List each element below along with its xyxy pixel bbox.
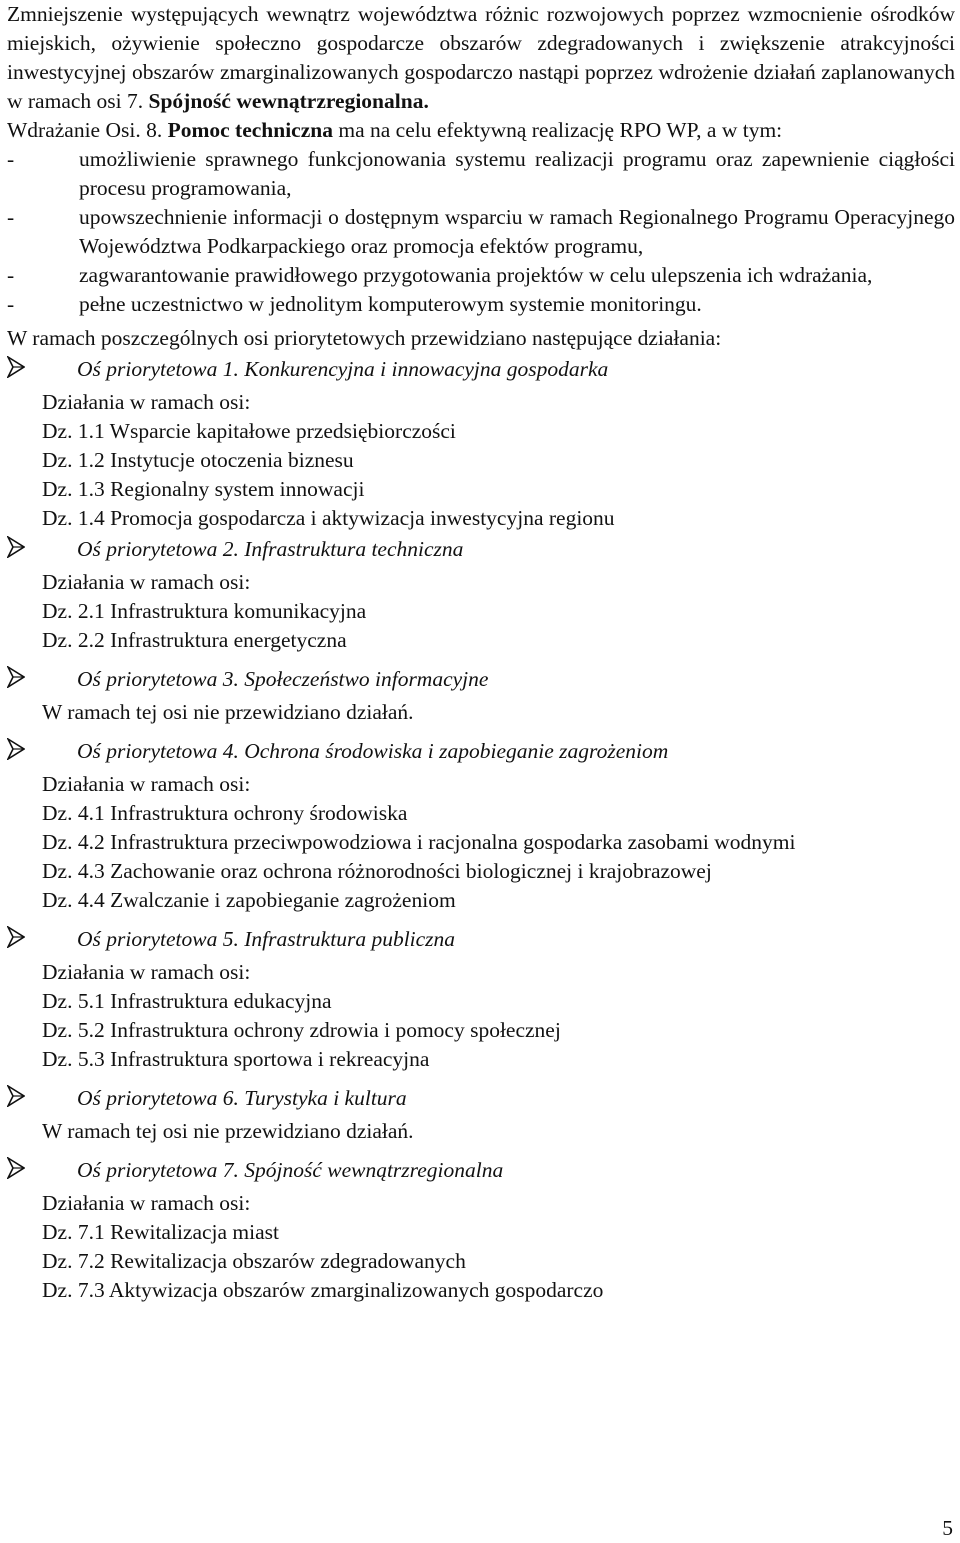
priority-axis-body — [7, 770, 955, 915]
axis-spacer — [7, 655, 955, 663]
action-item: Dz. 1.2 Instytucje otoczenia biznesu — [42, 448, 354, 472]
action-item: Dz. 5.3 Infrastruktura sportowa i rekreacyjna — [42, 1047, 430, 1071]
priority-axis-body — [7, 958, 955, 1074]
list-item-text: umożliwienie sprawnego funkcjonowania systemu realizacji programu oraz zapewnienie ciągłości procesu programowania, — [79, 147, 955, 200]
action-item: Dz. 2.2 Infrastruktura energetyczna — [42, 628, 347, 652]
arrowhead-bullet-icon — [7, 536, 25, 558]
priority-axes-list — [7, 355, 955, 1305]
axis-spacer — [7, 1074, 955, 1082]
priority-axis-title-text: Oś priorytetowa 2. Infrastruktura techniczna — [77, 537, 464, 561]
priority-axis-title — [7, 665, 955, 694]
priority-axis-title-text: Oś priorytetowa 5. Infrastruktura publiczna — [77, 927, 456, 951]
priority-axis-title — [7, 1156, 955, 1185]
arrowhead-bullet-icon — [7, 1157, 25, 1179]
action-item: Dz. 1.4 Promocja gospodarcza i aktywizacja inwestycyjna regionu — [42, 506, 615, 530]
axis-spacer — [7, 915, 955, 923]
intro-text: Zmniejszenie występujących wewnątrz województwa różnic rozwojowych poprzez wzmocnienie ośrodków miejskich, ożywienie społeczno gospodarcze obszarów zdegradowanych i zwiększenie atrakcyjności inwestycyjnej obszarów zmarginalizowanych gospodarczo nastąpi poprzez wdrożenie działań zaplanowanych w ramach osi 7. — [7, 2, 955, 113]
priority-axis — [7, 535, 955, 655]
action-item: Dz. 1.1 Wsparcie kapitałowe przedsiębiorczości — [42, 419, 456, 443]
action-item: Dz. 5.1 Infrastruktura edukacyjna — [42, 989, 332, 1013]
arrowhead-bullet-icon — [7, 1085, 25, 1107]
actions-heading: Działania w ramach osi: — [42, 1191, 251, 1215]
implementation-paragraph — [7, 116, 955, 145]
arrowhead-bullet-icon — [7, 356, 25, 378]
actions-heading: Działania w ramach osi: — [42, 960, 251, 984]
priority-axis-body — [7, 568, 955, 655]
implementation-bold-title: Pomoc techniczna — [167, 118, 333, 142]
dash-marker: - — [7, 147, 15, 171]
priority-axis — [7, 665, 955, 727]
list-item — [7, 290, 955, 319]
dash-marker: - — [7, 205, 15, 229]
action-item: Dz. 7.3 Aktywizacja obszarów zmarginalizowanych gospodarczo — [42, 1278, 604, 1302]
priority-axis-title — [7, 1084, 955, 1113]
arrowhead-bullet-icon — [7, 666, 25, 688]
priority-axis-body — [7, 388, 955, 533]
priority-axis — [7, 1084, 955, 1146]
priority-axis-title-text: Oś priorytetowa 6. Turystyka i kultura — [77, 1086, 407, 1110]
implementation-prefix: Wdrażanie Osi. 8. — [7, 118, 168, 142]
priority-axis-title — [7, 737, 955, 766]
priority-axis-title-text: Oś priorytetowa 3. Społeczeństwo informacyjne — [77, 667, 489, 691]
actions-heading: Działania w ramach osi: — [42, 570, 251, 594]
arrowhead-bullet-icon — [7, 926, 25, 948]
implementation-list — [7, 145, 955, 319]
action-item: Dz. 4.1 Infrastruktura ochrony środowiska — [42, 801, 408, 825]
priority-axis-body — [7, 698, 955, 727]
action-item: Dz. 1.3 Regionalny system innowacji — [42, 477, 365, 501]
action-item: Dz. 7.1 Rewitalizacja miast — [42, 1220, 280, 1244]
list-item — [7, 145, 955, 203]
priority-axis — [7, 737, 955, 915]
priority-axis-title — [7, 535, 955, 564]
list-item-text: pełne uczestnictwo w jednolitym komputerowym systemie monitoringu. — [79, 292, 702, 316]
priority-axis-title-text: Oś priorytetowa 1. Konkurencyjna i innowacyjna gospodarka — [77, 357, 609, 381]
priority-axis-title-text: Oś priorytetowa 4. Ochrona środowiska i zapobieganie zagrożeniom — [77, 739, 669, 763]
action-item: Dz. 2.1 Infrastruktura komunikacyjna — [42, 599, 367, 623]
priority-axis-title-text: Oś priorytetowa 7. Spójność wewnątrzregionalna — [77, 1158, 504, 1182]
priority-axis-title — [7, 925, 955, 954]
actions-heading: Działania w ramach osi: — [42, 772, 251, 796]
intro-bold-axis-name: Spójność wewnątrzregionalna. — [148, 89, 429, 113]
priority-axis-title — [7, 355, 955, 384]
document-page — [7, 0, 955, 1305]
page-number: 5 — [942, 1516, 953, 1540]
axis-spacer — [7, 1146, 955, 1154]
dash-marker: - — [7, 263, 15, 287]
list-item — [7, 203, 955, 261]
actions-heading: Działania w ramach osi: — [42, 390, 251, 414]
action-item: Dz. 4.2 Infrastruktura przeciwpowodziowa i racjonalna gospodarka zasobami wodnymi — [42, 830, 796, 854]
priority-axis — [7, 355, 955, 533]
priority-axis-body — [7, 1117, 955, 1146]
axis-spacer — [7, 727, 955, 735]
priority-axis — [7, 925, 955, 1074]
list-item-text: zagwarantowanie prawidłowego przygotowania projektów w celu ulepszenia ich wdrażania, — [79, 263, 873, 287]
axes-intro: W ramach poszczególnych osi priorytetowych przewidziano następujące działania: — [7, 326, 722, 350]
list-item-text: upowszechnienie informacji o dostępnym wsparciu w ramach Regionalnego Programu Operacyjnego Województwa Podkarpackiego oraz promocja efektów programu, — [79, 205, 955, 258]
dash-marker: - — [7, 292, 15, 316]
no-actions-note: W ramach tej osi nie przewidziano działań. — [42, 1119, 414, 1143]
action-item: Dz. 4.3 Zachowanie oraz ochrona różnorodności biologicznej i krajobrazowej — [42, 859, 712, 883]
action-item: Dz. 4.4 Zwalczanie i zapobieganie zagrożeniom — [42, 888, 456, 912]
intro-paragraph — [7, 0, 955, 116]
action-item: Dz. 5.2 Infrastruktura ochrony zdrowia i pomocy społecznej — [42, 1018, 561, 1042]
priority-axis — [7, 1156, 955, 1305]
implementation-suffix: ma na celu efektywną realizację RPO WP, a w tym: — [332, 118, 783, 142]
no-actions-note: W ramach tej osi nie przewidziano działań. — [42, 700, 414, 724]
priority-axis-body — [7, 1189, 955, 1305]
action-item: Dz. 7.2 Rewitalizacja obszarów zdegradowanych — [42, 1249, 466, 1273]
arrowhead-bullet-icon — [7, 738, 25, 760]
list-item — [7, 261, 955, 290]
